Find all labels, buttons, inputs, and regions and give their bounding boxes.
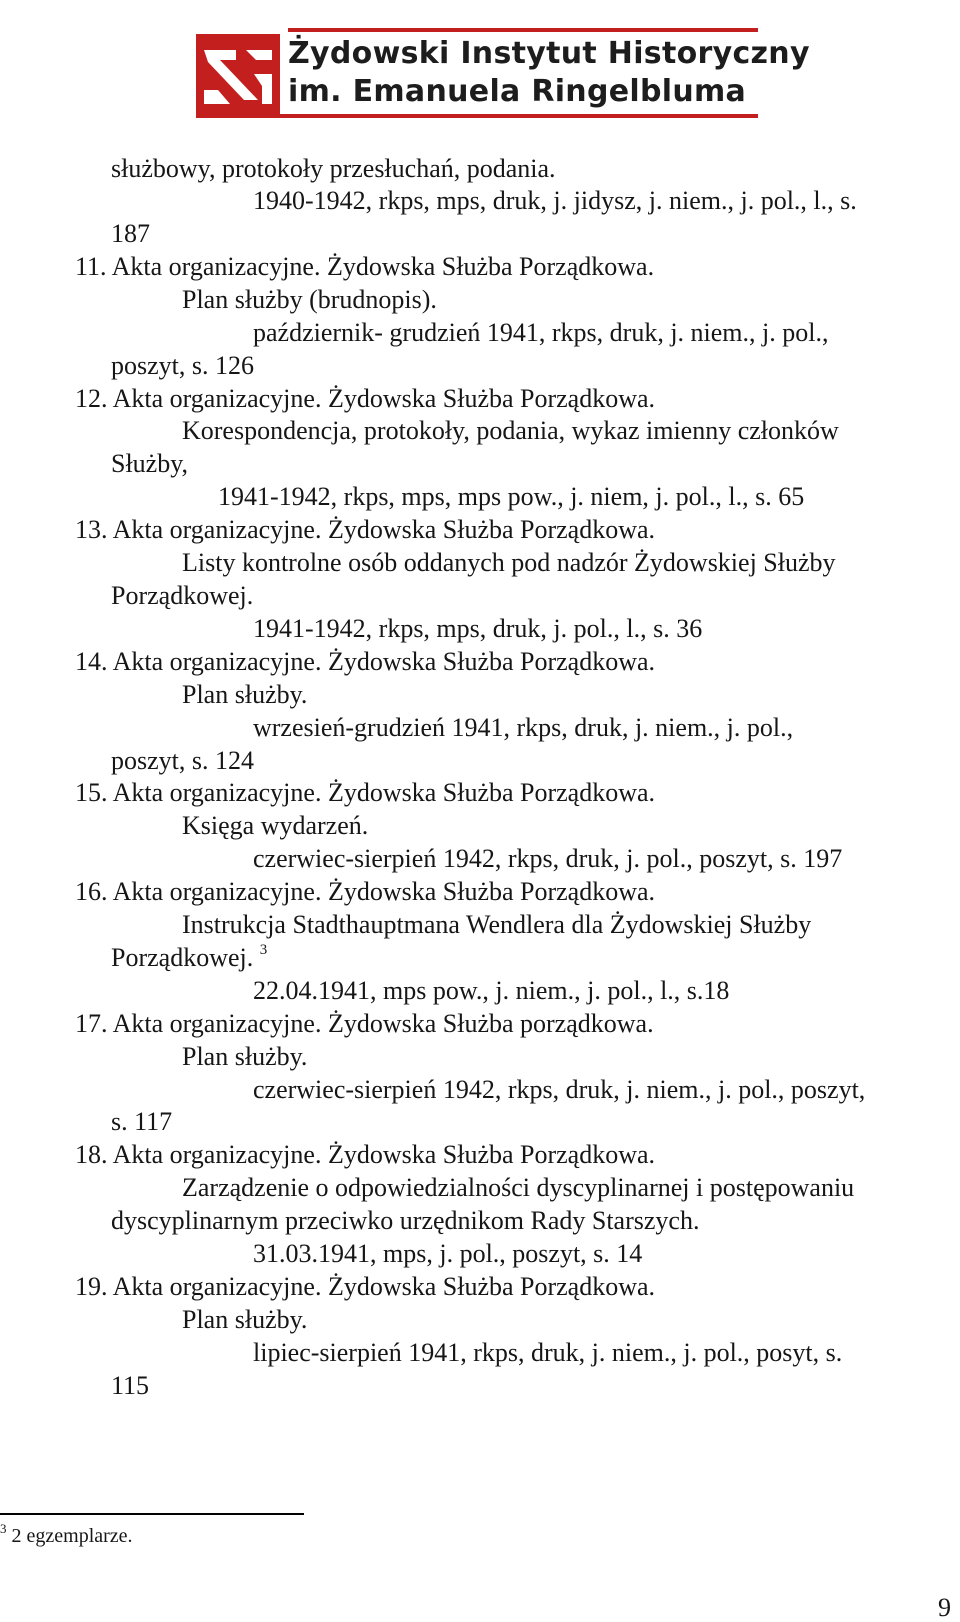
doc-line-with-footnote bbox=[111, 943, 267, 977]
doc-line: 187 bbox=[111, 219, 150, 248]
doc-line: Plan służby. bbox=[182, 1042, 308, 1071]
doc-line: 17. Akta organizacyjne. Żydowska Służba porządkowa. bbox=[75, 1009, 654, 1038]
doc-line: poszyt, s. 124 bbox=[111, 746, 254, 775]
doc-line: wrzesień-grudzień 1941, rkps, druk, j. niem., j. pol., bbox=[253, 713, 794, 742]
doc-line: poszyt, s. 126 bbox=[111, 351, 254, 380]
doc-line: lipiec-sierpień 1941, rkps, druk, j. niem., j. pol., posyt, s. bbox=[253, 1338, 843, 1367]
doc-line: Księga wydarzeń. bbox=[182, 811, 369, 840]
doc-line: 16. Akta organizacyjne. Żydowska Służba Porządkowa. bbox=[75, 877, 656, 906]
doc-line: 15. Akta organizacyjne. Żydowska Służba Porządkowa. bbox=[75, 778, 656, 807]
doc-line: 18. Akta organizacyjne. Żydowska Służba Porządkowa. bbox=[75, 1140, 656, 1169]
logo-title: Żydowski Instytut Historyczny bbox=[288, 36, 810, 71]
doc-line: Instrukcja Stadthauptmana Wendlera dla Żydowskiej Służby bbox=[182, 910, 812, 939]
doc-line: Plan służby. bbox=[182, 1305, 308, 1334]
doc-line: październik- grudzień 1941, rkps, druk, j. niem., j. pol., bbox=[253, 318, 829, 347]
doc-line: 14. Akta organizacyjne. Żydowska Służba Porządkowa. bbox=[75, 647, 656, 676]
doc-line: 115 bbox=[111, 1371, 150, 1400]
doc-line: Służby, bbox=[111, 449, 189, 478]
doc-line: dyscyplinarnym przeciwko urzędnikom Rady Starszych. bbox=[111, 1206, 700, 1235]
doc-line: 1941-1942, rkps, mps, mps pow., j. niem, j. pol., l., s. 65 bbox=[218, 482, 805, 511]
doc-line: Korespondencja, protokoły, podania, wykaz imienny członków bbox=[182, 416, 839, 445]
doc-line-text: Porządkowej. bbox=[111, 943, 254, 972]
logo-subtitle: im. Emanuela Ringelbluma bbox=[288, 74, 747, 109]
doc-line: 19. Akta organizacyjne. Żydowska Służba Porządkowa. bbox=[75, 1272, 656, 1301]
doc-line: 13. Akta organizacyjne. Żydowska Służba Porządkowa. bbox=[75, 515, 656, 544]
doc-line: 31.03.1941, mps, j. pol., poszyt, s. 14 bbox=[253, 1239, 643, 1268]
logo-top-rule bbox=[288, 28, 758, 32]
doc-line: służbowy, protokoły przesłuchań, podania. bbox=[111, 154, 556, 183]
logo-bottom-rule bbox=[196, 114, 758, 118]
doc-line: s. 117 bbox=[111, 1107, 173, 1136]
doc-line: Zarządzenie o odpowiedzialności dyscyplinarnej i postępowaniu bbox=[182, 1173, 855, 1202]
footnote-divider bbox=[0, 1513, 304, 1515]
doc-line: Listy kontrolne osób oddanych pod nadzór Żydowskiej Służby bbox=[182, 548, 836, 577]
doc-line: Plan służby (brudnopis). bbox=[182, 285, 437, 314]
doc-line: czerwiec-sierpień 1942, rkps, druk, j. pol., poszyt, s. 197 bbox=[253, 844, 843, 873]
doc-line: 22.04.1941, mps pow., j. niem., j. pol., l., s.18 bbox=[253, 976, 730, 1005]
doc-line: Plan służby. bbox=[182, 680, 308, 709]
institute-logo bbox=[196, 34, 810, 118]
footnote-mark: 3 bbox=[0, 1521, 7, 1536]
footnote bbox=[0, 1522, 133, 1552]
page-number: 9 bbox=[938, 1593, 951, 1622]
doc-line: czerwiec-sierpień 1942, rkps, druk, j. niem., j. pol., poszyt, bbox=[253, 1075, 866, 1104]
doc-line: 12. Akta organizacyjne. Żydowska Służba Porządkowa. bbox=[75, 384, 656, 413]
logo-emblem-icon bbox=[196, 34, 280, 118]
doc-line: 11. Akta organizacyjne. Żydowska Służba Porządkowa. bbox=[75, 252, 655, 281]
footnote-reference: 3 bbox=[259, 942, 268, 958]
doc-line: 1941-1942, rkps, mps, druk, j. pol., l., s. 36 bbox=[253, 614, 703, 643]
doc-line: 1940-1942, rkps, mps, druk, j. jidysz, j. niem., j. pol., l., s. bbox=[253, 186, 857, 215]
doc-line: Porządkowej. bbox=[111, 581, 254, 610]
footnote-text: 2 egzemplarze. bbox=[11, 1525, 133, 1547]
